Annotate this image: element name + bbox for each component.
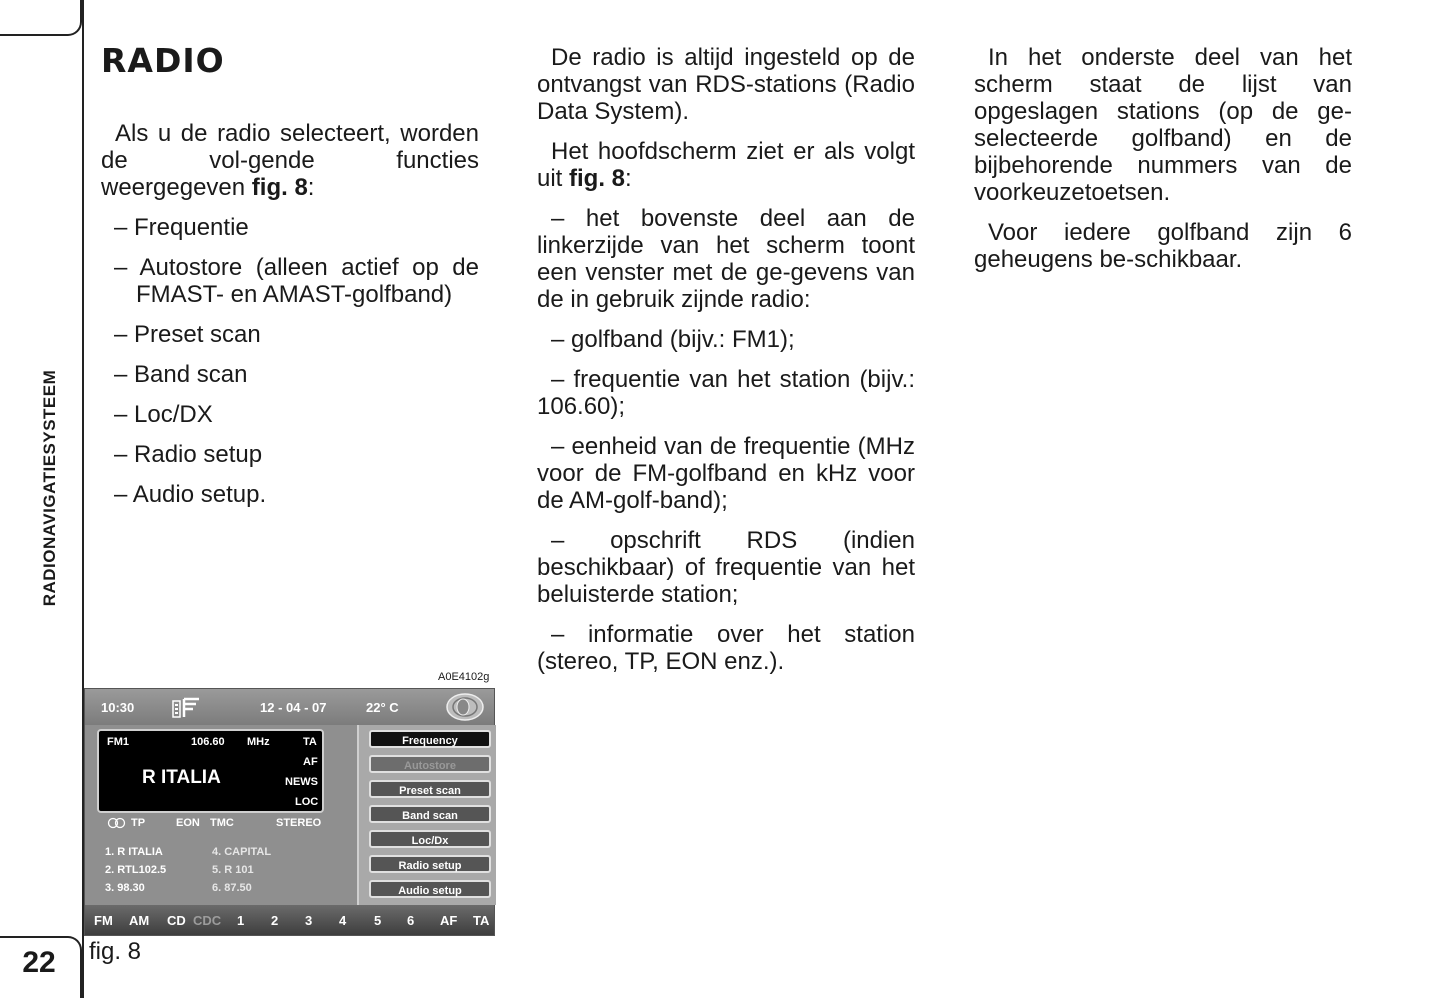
frequency: 106.60 — [191, 736, 225, 748]
preset-3-button[interactable]: 3 — [305, 913, 313, 928]
cd-button[interactable]: CD — [167, 913, 186, 928]
preset-4-button[interactable]: 4 — [339, 913, 347, 928]
preset-item[interactable]: 1. R ITALIA — [105, 846, 163, 858]
paragraph: De radio is altijd ingesteld op de ontvangst van RDS-stations (Radio Data System). — [537, 44, 915, 125]
paragraph: – opschrift RDS (indien beschikbaar) of frequentie van het beluisterde station; — [537, 527, 915, 608]
paragraph: – het bovenste deel aan de linkerzijde van het scherm toont een venster met de ge-gevens van de in gebruik zijnde radio: — [537, 205, 915, 313]
side-tab-top — [0, 0, 82, 36]
menu-preset-scan-button[interactable]: Preset scan — [369, 780, 491, 798]
paragraph-text: Het hoofdscherm ziet er als volgt uit — [537, 138, 915, 192]
paragraph: – golfband (bijv.: FM1); — [551, 326, 795, 353]
preset-2-button[interactable]: 2 — [271, 913, 279, 928]
preset-6-button[interactable]: 6 — [407, 913, 415, 928]
paragraph: – frequentie van het station (bijv.: 106.60); — [537, 366, 915, 420]
column-3 — [974, 44, 1352, 273]
figure-code: A0E4102g — [438, 671, 490, 683]
band: FM1 — [107, 736, 129, 748]
list-item: – Frequentie — [114, 214, 249, 241]
menu-frequency-button[interactable]: Frequency — [369, 730, 491, 748]
list-item: – Preset scan — [114, 321, 261, 348]
figure-caption: fig. 8 — [89, 938, 142, 965]
paragraph: – eenheid van de frequentie (MHz voor de FM-golfband en kHz voor de AM-golf-band); — [537, 433, 915, 514]
am-button[interactable]: AM — [129, 913, 150, 928]
af-indicator: AF — [303, 756, 318, 768]
list-item: – Radio setup — [114, 441, 263, 468]
speaker-icon — [443, 692, 487, 722]
station-name: R ITALIA — [142, 767, 221, 788]
preset-5-button[interactable]: 5 — [374, 913, 382, 928]
radio-screen-figure — [84, 688, 495, 936]
page-title: RADIO — [101, 41, 225, 80]
function-list — [101, 214, 479, 508]
signal-icon — [171, 695, 203, 719]
cdc-button[interactable]: CDC — [193, 913, 222, 928]
news-indicator: NEWS — [285, 776, 318, 788]
figure-reference[interactable]: fig. 8 — [251, 174, 308, 201]
intro-paragraph — [101, 120, 479, 201]
loc-indicator: LOC — [295, 796, 319, 808]
figure-reference[interactable]: fig. 8 — [569, 165, 626, 192]
preset-item[interactable]: 2. RTL102.5 — [105, 864, 167, 876]
menu-autostore-button[interactable]: Autostore — [369, 755, 491, 773]
ta-button[interactable]: TA — [473, 913, 490, 928]
ta-indicator: TA — [303, 736, 317, 748]
list-item: – Loc/DX — [114, 401, 213, 428]
temperature: 22° C — [366, 700, 399, 715]
tmc-indicator: TMC — [210, 817, 234, 829]
menu-radio-setup-button[interactable]: Radio setup — [369, 855, 491, 873]
tp-indicator: TP — [131, 817, 146, 829]
preset-item[interactable]: 5. R 101 — [212, 864, 254, 876]
page-number: 22 — [22, 946, 56, 979]
eon-indicator: EON — [176, 817, 200, 829]
section-label: RADIONAVIGATIESYSTEEM — [40, 369, 59, 607]
intro-end: : — [307, 174, 315, 201]
af-button[interactable]: AF — [440, 913, 458, 928]
preset-1-button[interactable]: 1 — [237, 913, 245, 928]
column-2 — [537, 44, 915, 675]
menu-audio-setup-button[interactable]: Audio setup — [369, 880, 491, 898]
screen-topbar — [85, 689, 494, 725]
paragraph: Voor iedere golfband zijn 6 geheugens be-schikbaar. — [974, 219, 1352, 273]
intro-text: Als u de radio selecteert, worden de vol-gende functies weergegeven — [101, 120, 479, 201]
date: 12 - 04 - 07 — [260, 700, 327, 715]
paragraph: – informatie over het station (stereo, TP, EON enz.). — [537, 621, 915, 675]
paragraph — [537, 138, 915, 192]
stereo-indicator: STEREO — [276, 817, 322, 829]
radio-display — [97, 729, 324, 829]
menu-loc-dx-button[interactable]: Loc/Dx — [369, 830, 491, 848]
preset-item[interactable]: 3. 98.30 — [105, 882, 145, 894]
clock: 10:30 — [101, 700, 135, 715]
menu-band-scan-button[interactable]: Band scan — [369, 805, 491, 823]
fm-button[interactable]: FM — [94, 913, 113, 928]
frequency-unit: MHz — [247, 736, 270, 748]
preset-item[interactable]: 6. 87.50 — [212, 882, 252, 894]
paragraph-end: : — [625, 165, 632, 192]
list-item: – Audio setup. — [114, 481, 267, 508]
stereo-rings-icon — [107, 817, 127, 829]
screen-bottombar — [85, 905, 494, 935]
list-item: – Autostore (alleen actief op de FMAST- en AMAST-golfband) — [114, 254, 479, 308]
column-1 — [101, 40, 479, 508]
paragraph: In het onderste deel van het scherm staat de lijst van opgeslagen stations (op de ge-selecteerde golfband) en de bijbehorende nummers van de voorkeuzetoetsen. — [974, 44, 1352, 206]
list-item: – Band scan — [114, 361, 248, 388]
preset-item[interactable]: 4. CAPITAL — [212, 846, 272, 858]
radio-menu — [357, 725, 496, 905]
